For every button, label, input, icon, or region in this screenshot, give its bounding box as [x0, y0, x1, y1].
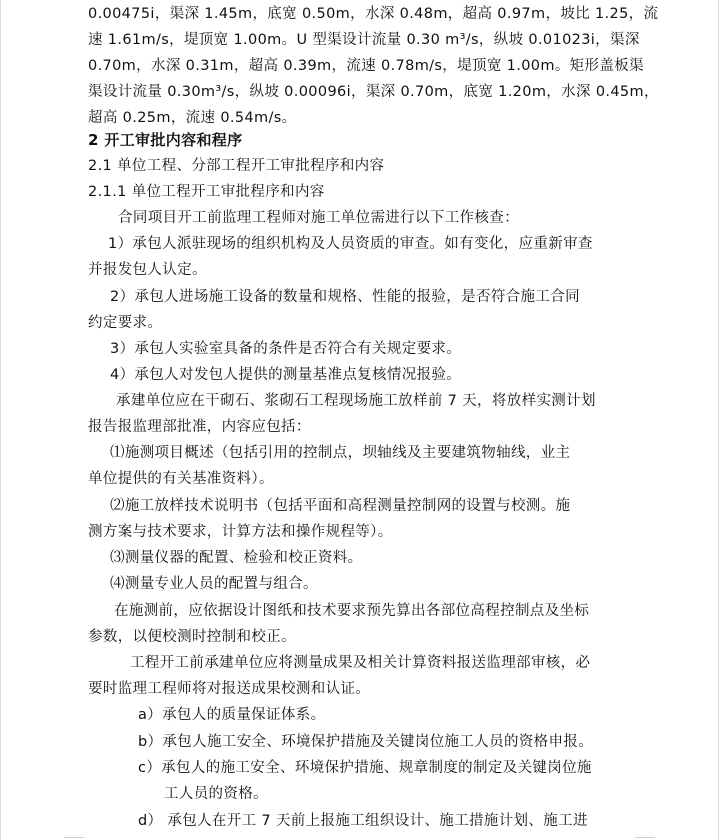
list-item: c）承包人的施工安全、环境保护措施、规章制度的制定及关键岗位施: [138, 760, 592, 776]
list-item: 4）承包人对发包人提供的测量基准点复核情况报验。: [110, 367, 462, 383]
list-item: ⑵施工放样技术说明书（包括平面和高程测量控制网的设置与校测。施: [110, 498, 571, 514]
paragraph: 承建单位应在干砌石、浆砌石工程现场施工放样前 7 天，将放样实测计划: [116, 393, 596, 409]
paragraph: 在施测前，应依据设计图纸和技术要求预先算出各部位高程控制点及坐标: [114, 603, 590, 619]
section-heading: 2 开工审批内容和程序: [88, 131, 243, 149]
list-item: b）承包人施工安全、环境保护措施及关键岗位施工人员的资格申报。: [138, 734, 594, 750]
subsection-heading: 2.1 单位工程、分部工程开工审批程序和内容: [88, 158, 385, 174]
list-item-cont: 并报发包人认定。: [88, 262, 207, 278]
paragraph-cont: 参数，以便校测时控制和校正。: [88, 629, 296, 645]
text-line: 超高 0.25m，流速 0.54m/s。: [88, 110, 297, 126]
text-line: 0.70m，水深 0.31m，超高 0.39m，流速 0.78m/s，堤顶宽 1.00m。矩形盖板渠: [88, 58, 644, 74]
text-line: 速 1.61m/s，堤顶宽 1.00m。U 型渠设计流量 0.30 m³/s，纵坡 0.01023i，渠深: [88, 32, 640, 48]
list-item-cont: 工人员的资格。: [164, 786, 268, 802]
page-bottom-marks: [64, 832, 655, 838]
subsection-heading: 2.1.1 单位工程开工审批程序和内容: [88, 184, 325, 200]
list-item: ⑷测量专业人员的配置与组合。: [110, 576, 318, 592]
list-item-cont: 测方案与技术要求，计算方法和操作规程等）。: [88, 524, 393, 540]
paragraph-cont: 报告报监理部批准，内容应包括：: [88, 419, 311, 435]
list-item: ⑶测量仪器的配置、检验和校正资料。: [110, 550, 363, 566]
list-item: 2）承包人进场施工设备的数量和规格、性能的报验，是否符合施工合同: [110, 289, 580, 305]
list-item: 3）承包人实验室具备的条件是否符合有关规定要求。: [110, 341, 462, 357]
list-item: a）承包人的质量保证体系。: [138, 707, 326, 723]
paragraph: 合同项目开工前监理工程师对施工单位需进行以下工作核查：: [118, 210, 519, 226]
list-item-cont: 约定要求。: [88, 315, 163, 331]
paragraph: 工程开工前承建单位应将测量成果及相关计算资料报送监理部审核，必: [130, 655, 591, 671]
list-item: ⑴施测项目概述（包括引用的控制点，坝轴线及主要建筑物轴线，业主: [110, 445, 571, 461]
list-item-cont: 单位提供的有关基准资料）。: [88, 471, 274, 487]
list-item: d） 承包人在开工 7 天前上报施工组织设计、施工措施计划、施工进: [138, 813, 588, 829]
list-item: 1）承包人派驻现场的组织机构及人员资质的审查。如有变化，应重新审查: [108, 236, 593, 252]
text-line: 渠设计流量 0.30m³/s，纵坡 0.00096i，渠深 0.70m，底宽 1.20m，水深 0.45m，: [88, 84, 659, 100]
page-edge-left: [0, 0, 1, 840]
paragraph-cont: 要时监理工程师将对报送成果校测和认证。: [88, 681, 371, 697]
text-line: 0.00475i，渠深 1.45m，底宽 0.50m，水深 0.48m，超高 0.97m，坡比 1.25，流: [88, 6, 659, 22]
